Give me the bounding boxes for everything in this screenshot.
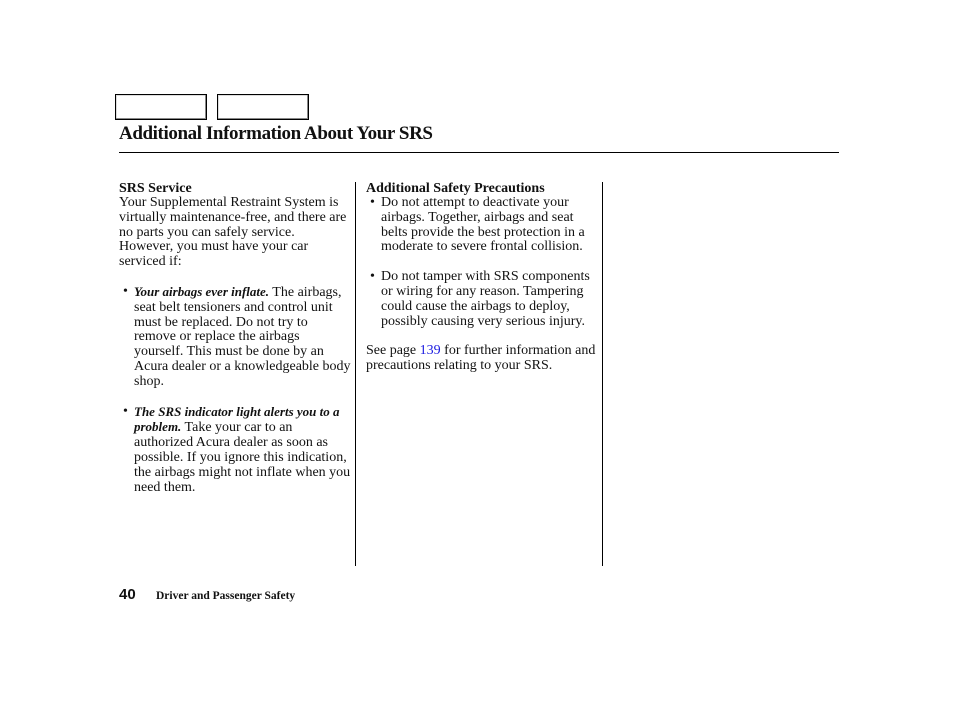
section-name: Driver and Passenger Safety: [156, 590, 296, 602]
see-page-reference: [366, 344, 598, 374]
page-title: Additional Information About Your SRS: [119, 123, 433, 144]
bullet-do-not-deactivate: [366, 196, 598, 255]
safety-precautions-heading: Additional Safety Precautions: [366, 181, 545, 196]
bullet-text: Do not attempt to deactivate your airbags. Together, airbags and seat belts provide the best protection in a moderate to severe frontal collision.: [381, 195, 585, 255]
bullet-do-not-tamper: [366, 270, 598, 329]
srs-service-heading: SRS Service: [119, 181, 192, 196]
bullet-text: Do not tamper with SRS components or wiring for any reason. Tampering could cause the airbags to deploy, possibly causing very serious injury.: [381, 269, 590, 329]
page-number: 40: [119, 586, 136, 603]
see-page-prefix: See page: [366, 343, 420, 359]
column-divider: [355, 182, 356, 566]
see-page-suffix: for further information and precautions relating to your SRS.: [366, 343, 596, 374]
bullet-text: The airbags, seat belt tensioners and control unit must be replaced. Do not try to remove or replace the airbags yourself. This must be done by an Acura dealer or a knowledgeable body shop.: [134, 284, 351, 389]
title-underline: [119, 152, 839, 153]
bullet-lead: The SRS indicator light alerts you to a problem.: [134, 403, 340, 435]
bullet-text: Take your car to an authorized Acura dealer as soon as possible. If you ignore this indication, the airbags might not inflate when you need them.: [134, 420, 351, 495]
nav-button-previous[interactable]: [115, 94, 207, 120]
bullet-lead: Your airbags ever inflate.: [134, 283, 270, 299]
srs-service-column: [119, 181, 351, 495]
bullet-indicator-light: [119, 405, 351, 496]
page-139-link[interactable]: 139: [419, 343, 441, 359]
srs-service-intro: Your Supplemental Restraint System is virtually maintenance-free, and there are no parts you can safely service. However, you must have your car serviced if:: [119, 195, 347, 270]
column-divider: [602, 182, 603, 566]
safety-precautions-column: [366, 181, 598, 374]
nav-button-next[interactable]: [217, 94, 309, 120]
bullet-airbags-inflate: [119, 285, 351, 390]
